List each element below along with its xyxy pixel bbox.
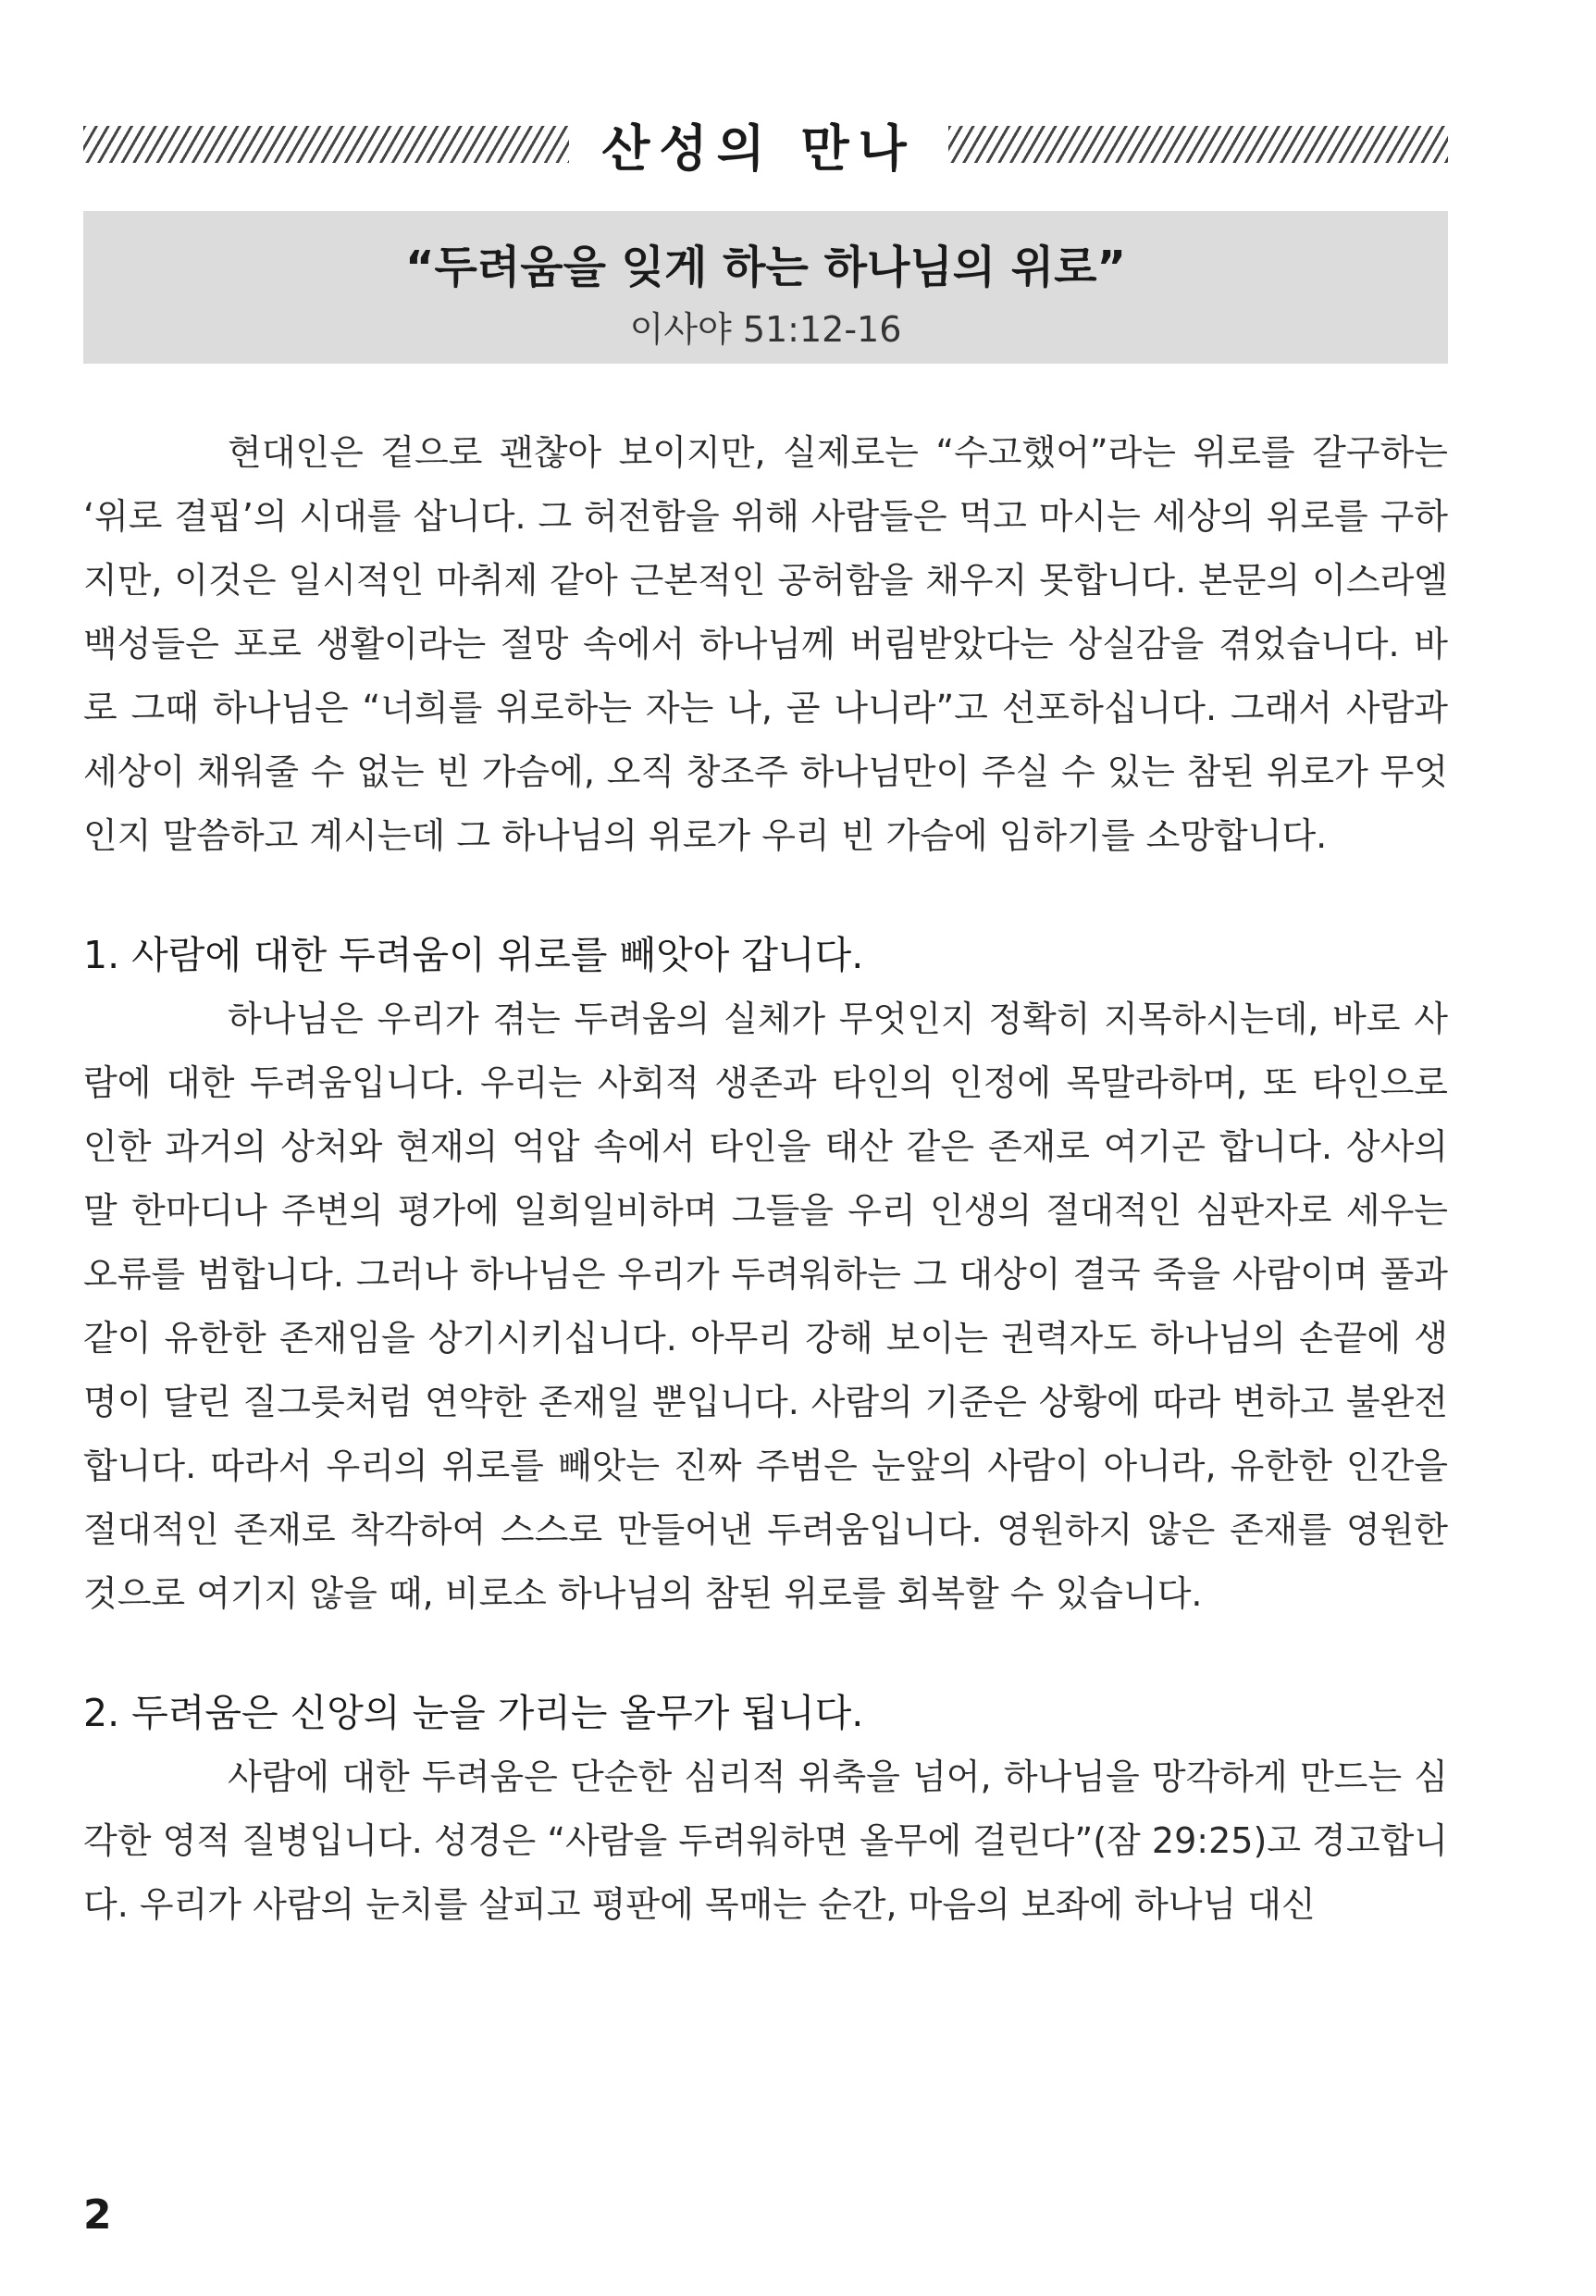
header-hatch-right [948, 126, 1448, 163]
point-1-heading: 1. 사람에 대한 두려움이 위로를 빼앗아 갑니다. [83, 933, 864, 977]
section-title: 산성의 만나 [601, 118, 916, 178]
sermon-title-box [83, 211, 1448, 364]
point-2-heading: 2. 두려움은 신앙의 눈을 가리는 올무가 됩니다. [83, 1691, 864, 1735]
section-header [83, 113, 1448, 176]
sermon-title: “두려움을 잊게 하는 하나님의 위로” [404, 242, 1127, 293]
point-1-paragraph: 하나님은 우리가 겪는 두려움의 실체가 무엇인지 정확히 지목하시는데, 바로 사람에 대한 두려움입니다. 우리는 사회적 생존과 타인의 인정에 목말라하며, 또 타인으로 인한 과거의 상처와 현재의 억압 속에서 타인을 태산 같은 존재로 여기곤 합니다. 상사의 말 한마디나 주변의 평가에 일희일비하며 그들을 우리 인생의 절대적인 심판자로 세우는 오류를 범합니다. 그러나 하나님은 우리가 두려워하는 그 대상이 결국 죽을 사람이며 풀과 같이 유한한 존재임을 상기시키십니다. 아무리 강해 보이는 권력자도 하나님의 손끝에 생명이 달린 질그릇처럼 연약한 존재일 뿐입니다. 사람의 기준은 상황에 따라 변하고 불완전합니다. 따라서 우리의 위로를 빼앗는 진짜 주범은 눈앞의 사람이 아니라, 유한한 인간을 절대적인 존재로 착각하여 스스로 만들어낸 두려움입니다. 영원하지 않은 존재를 영원한 것으로 여기지 않을 때, 비로소 하나님의 참된 위로를 회복할 수 있습니다. [83, 999, 1448, 1614]
intro-paragraph: 현대인은 겉으로 괜찮아 보이지만, 실제로는 “수고했어”라는 위로를 갈구하는 ‘위로 결핍’의 시대를 삽니다. 그 허전함을 위해 사람들은 먹고 마시는 세상의 위로를 구하지만, 이것은 일시적인 마취제 같아 근본적인 공허함을 채우지 못합니다. 본문의 이스라엘 백성들은 포로 생활이라는 절망 속에서 하나님께 버림받았다는 상실감을 겪었습니다. 바로 그때 하나님은 “너희를 위로하는 자는 나, 곧 나니라”고 선포하십니다. 그래서 사람과 세상이 채워줄 수 없는 빈 가슴에, 오직 창조주 하나님만이 주실 수 있는 참된 위로가 무엇인지 말씀하고 계시는데 그 하나님의 위로가 우리 빈 가슴에 임하기를 소망합니다. [83, 432, 1448, 856]
sermon-body [83, 421, 1448, 1937]
point-2-paragraph: 사람에 대한 두려움은 단순한 심리적 위축을 넘어, 하나님을 망각하게 만드는 심각한 영적 질병입니다. 성경은 “사람을 두려워하면 올무에 걸린다”(잠 29:25)고 경고합니다. 우리가 사람의 눈치를 살피고 평판에 목매는 순간, 마음의 보좌에 하나님 대신 [83, 1756, 1448, 1925]
scripture-reference: 이사야 51:12-16 [629, 309, 902, 350]
header-hatch-left [83, 126, 569, 163]
page-number: 2 [83, 2191, 112, 2239]
